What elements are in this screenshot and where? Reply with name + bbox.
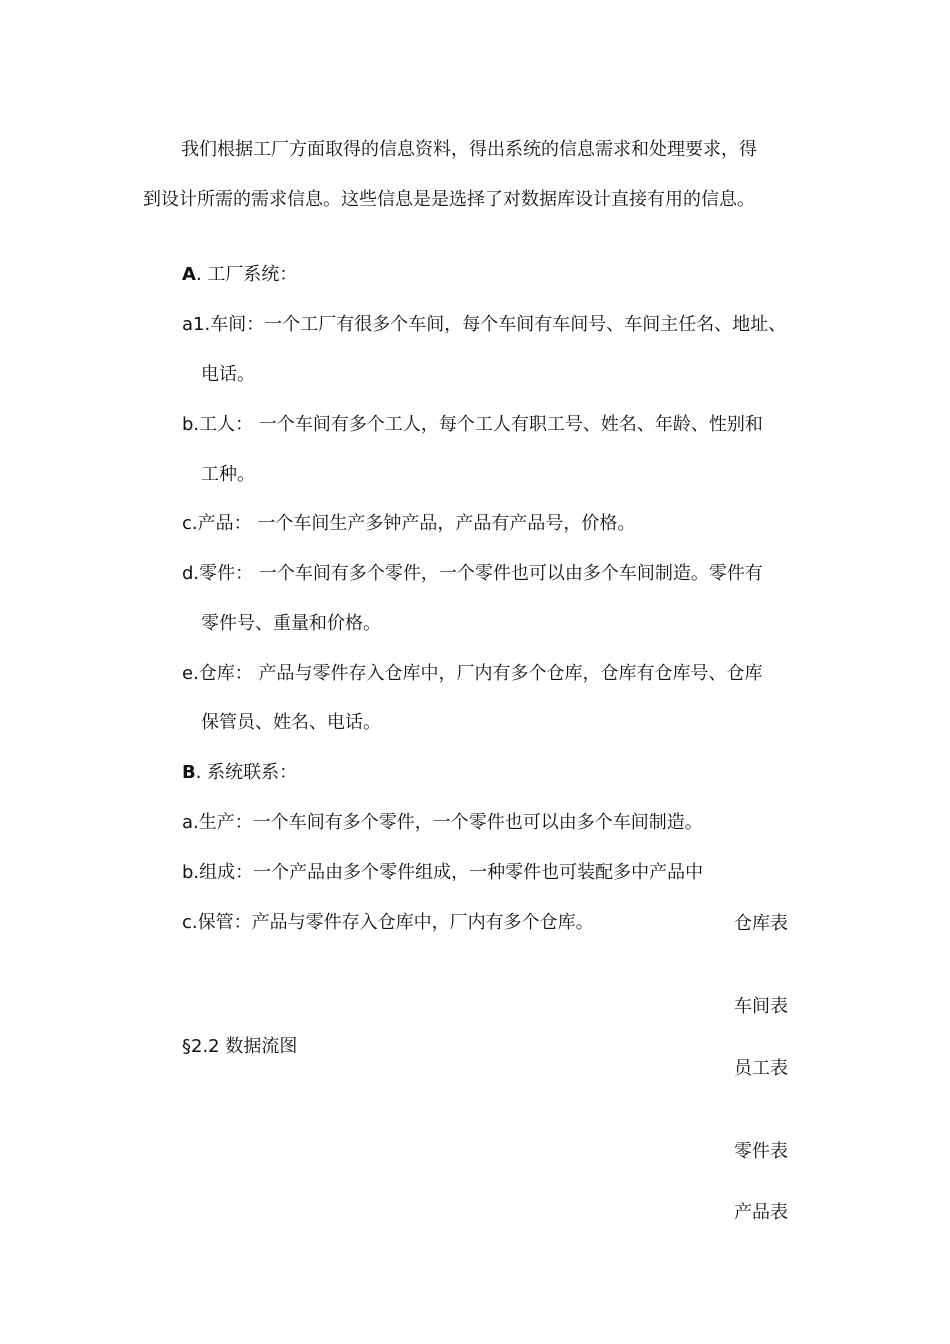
item-c-line-1: c.产品： 一个车间生产多钟产品，产品有产品号，价格。 [182, 513, 636, 534]
intro-line-2: 到设计所需的需求信息。这些信息是是选择了对数据库设计直接有用的信息。 [143, 189, 755, 210]
relation-c: c.保管：产品与零件存入仓库中，厂内有多个仓库。 [182, 912, 594, 933]
section-a-title: . 工厂系统： [195, 264, 298, 285]
section-a-heading [182, 263, 297, 287]
item-d-line-1: d.零件： 一个车间有多个零件，一个零件也可以由多个车间制造。零件有 [182, 563, 763, 584]
intro-line-1: 我们根据工厂方面取得的信息资料，得出系统的信息需求和处理要求，得 [181, 139, 757, 160]
item-a1-line-1: a1.车间：一个工厂有很多个车间，每个车间有车间号、车间主任名、地址、 [182, 314, 787, 335]
section-b-heading [182, 761, 297, 785]
diagram-label-employee-table: 员工表 [734, 1058, 788, 1079]
item-b-line-1: b.工人： 一个车间有多个工人，每个工人有职工号、姓名、年龄、性别和 [182, 414, 763, 435]
item-d-line-2: 零件号、重量和价格。 [201, 613, 381, 634]
item-b-line-2: 工种。 [201, 464, 255, 485]
relation-a: a.生产：一个车间有多个零件，一个零件也可以由多个车间制造。 [182, 812, 703, 833]
diagram-label-part-table: 零件表 [734, 1141, 788, 1162]
relation-b: b.组成：一个产品由多个零件组成，一种零件也可装配多中产品中 [182, 862, 704, 881]
diagram-label-product-table: 产品表 [734, 1202, 788, 1223]
diagram-label-workshop-table: 车间表 [734, 996, 788, 1017]
section-b-title: . 系统联系： [195, 762, 298, 783]
item-a1-line-2: 电话。 [201, 364, 255, 385]
section-2-2-heading: §2.2 数据流图 [182, 1036, 298, 1057]
section-b-marker: B [182, 762, 196, 783]
section-a-marker: A [182, 264, 196, 285]
item-e-line-2: 保管员、姓名、电话。 [201, 712, 381, 733]
diagram-label-warehouse-table: 仓库表 [734, 913, 788, 934]
item-e-line-1: e.仓库： 产品与零件存入仓库中，厂内有多个仓库，仓库有仓库号、仓库 [182, 663, 763, 684]
